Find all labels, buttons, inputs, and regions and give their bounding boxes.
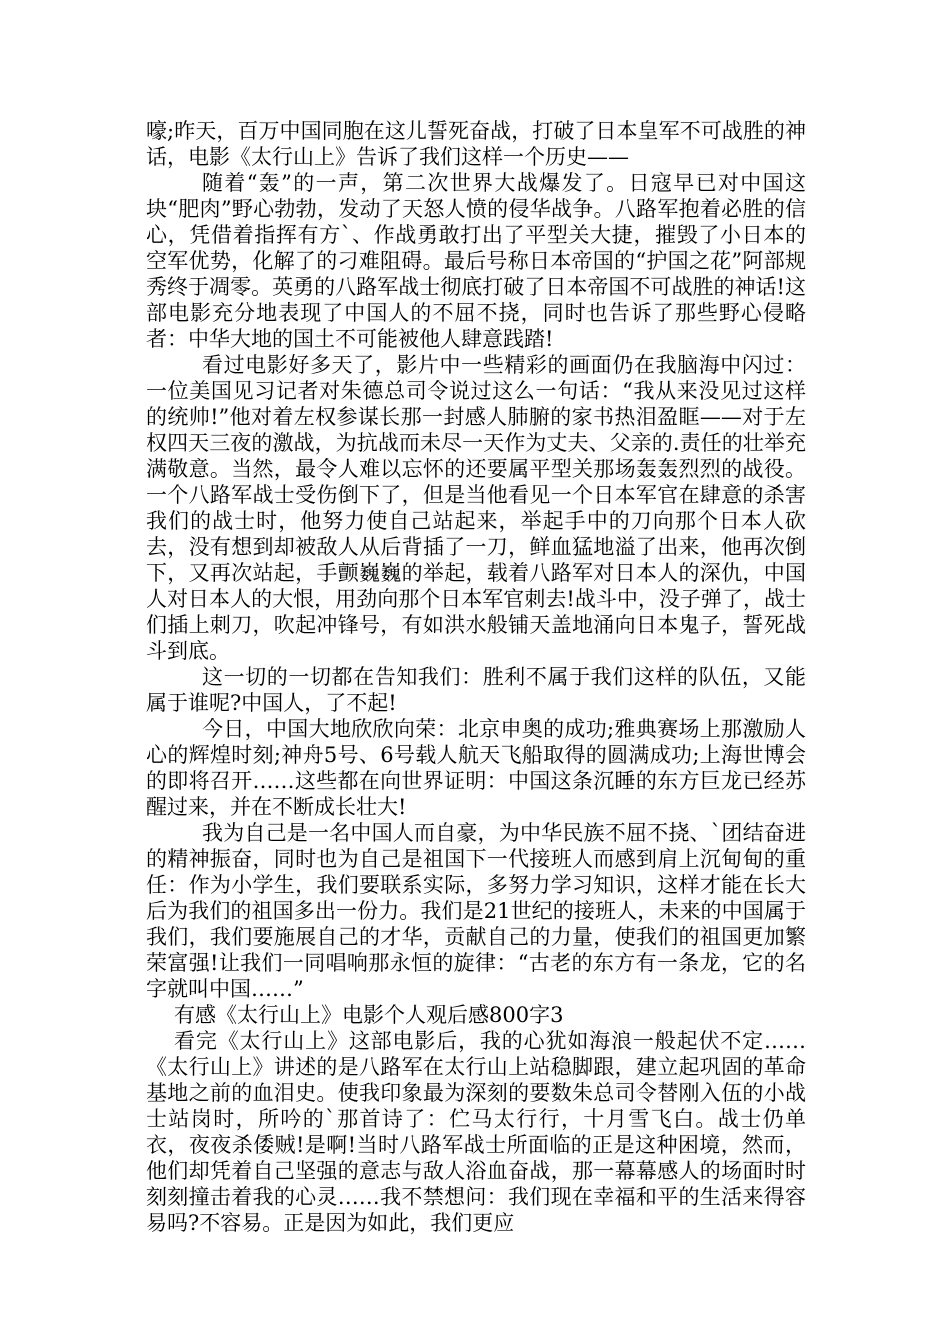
paragraph-continuation: 嚎;昨天，百万中国同胞在这儿誓死奋战，打破了日本皇军不可战胜的神话，电影《太行山上》告诉了我们这样一个历史—— [146, 119, 806, 169]
document-page [146, 118, 806, 1236]
paragraph-china-today: 今日，中国大地欣欣向荣：北京申奥的成功;雅典赛场上那激励人心的辉煌时刻;神舟5号、6号载人航天飞船取得的圆满成功;上海世博会的即将召开……这些都在向世界证明：中国这条沉睡的东方巨龙已经苏醒过来，并在不断成长壮大! [146, 717, 806, 819]
paragraph-war-outbreak: 随着“轰”的一声，第二次世界大战爆发了。日寇早已对中国这块“肥肉”野心勃勃，发动了天怒人愤的侵华战争。八路军抱着必胜的信心，凭借着指挥有方`、作战勇敢打出了平型关大捷，摧毁了小日本的空军优势，化解了的刁难阻碍。最后号称日本帝国的“护国之花”阿部规秀终于凋零。英勇的八路军战士彻底打破了日本帝国不可战胜的神话!这部电影充分地表现了中国人的不屈不挠，同时也告诉了那些野心侵略者：中华大地的国土不可能被他人肆意践踏! [146, 171, 806, 351]
paragraph-victory: 这一切的一切都在告知我们：胜利不属于我们这样的队伍，又能属于谁呢?中国人，了不起! [146, 665, 806, 715]
paragraph-film-memories: 看过电影好多天了，影片中一些精彩的画面仍在我脑海中闪过：一位美国见习记者对朱德总司令说过这么一句话：“我从来没见过这样的统帅!”他对着左权参谋长那一封感人肺腑的家书热泪盈眶——对于左权四天三夜的激战，为抗战而未尽一天作为丈夫、父亲的.责任的壮举充满敬意。当然，最令人难以忘怀的还要属平型关那场轰轰烈烈的战役。一个八路军战士受伤倒下了，但是当他看见一个日本军官在肆意的杀害我们的战士时，他努力使自己站起来，举起手中的刀向那个日本人砍去，没有想到却被敌人从后背插了一刀，鲜血猛地溢了出来，他再次倒下，又再次站起，手颤巍巍的举起，载着八路军对日本人的深仇，中国人对日本人的大恨，用劲向那个日本军官刺去!战斗中，没子弹了，战士们插上刺刀，吹起冲锋号，有如洪水般铺天盖地涌向日本鬼子，誓死战斗到底。 [146, 353, 806, 663]
paragraph-pride: 我为自己是一名中国人而自豪，为中华民族不屈不挠、`团结奋进的精神振奋，同时也为自己是祖国下一代接班人而感到肩上沉甸甸的重任：作为小学生，我们要联系实际，多努力学习知识，这样才能在长大后为我们的祖国多出一份力。我们是21世纪的接班人，未来的中国属于我们，我们要施展自己的才华，贡献自己的力量，使我们的祖国更加繁荣富强!让我们一同唱响那永恒的旋律：“古老的东方有一条龙，它的名字就叫中国……” [146, 821, 806, 1001]
section-heading: 有感《太行山上》电影个人观后感800字3 [174, 1003, 564, 1027]
paragraph-review-3: 看完《太行山上》这部电影后，我的心犹如海浪一般起伏不定……《太行山上》讲述的是八路军在太行山上站稳脚跟，建立起巩固的革命基地之前的血泪史。使我印象最为深刻的要数朱总司令替刚入伍的小战士站岗时，所吟的`那首诗了：伫马太行行，十月雪飞白。战士仍单衣，夜夜杀倭贼!是啊!当时八路军战士所面临的正是这种困境，然而，他们却凭着自己坚强的意志与敌人浴血奋战，那一幕幕感人的场面时时刻刻撞击着我的心灵……我不禁想问：我们现在幸福和平的生活来得容易吗?不容易。正是因为如此，我们更应 [146, 1029, 806, 1235]
